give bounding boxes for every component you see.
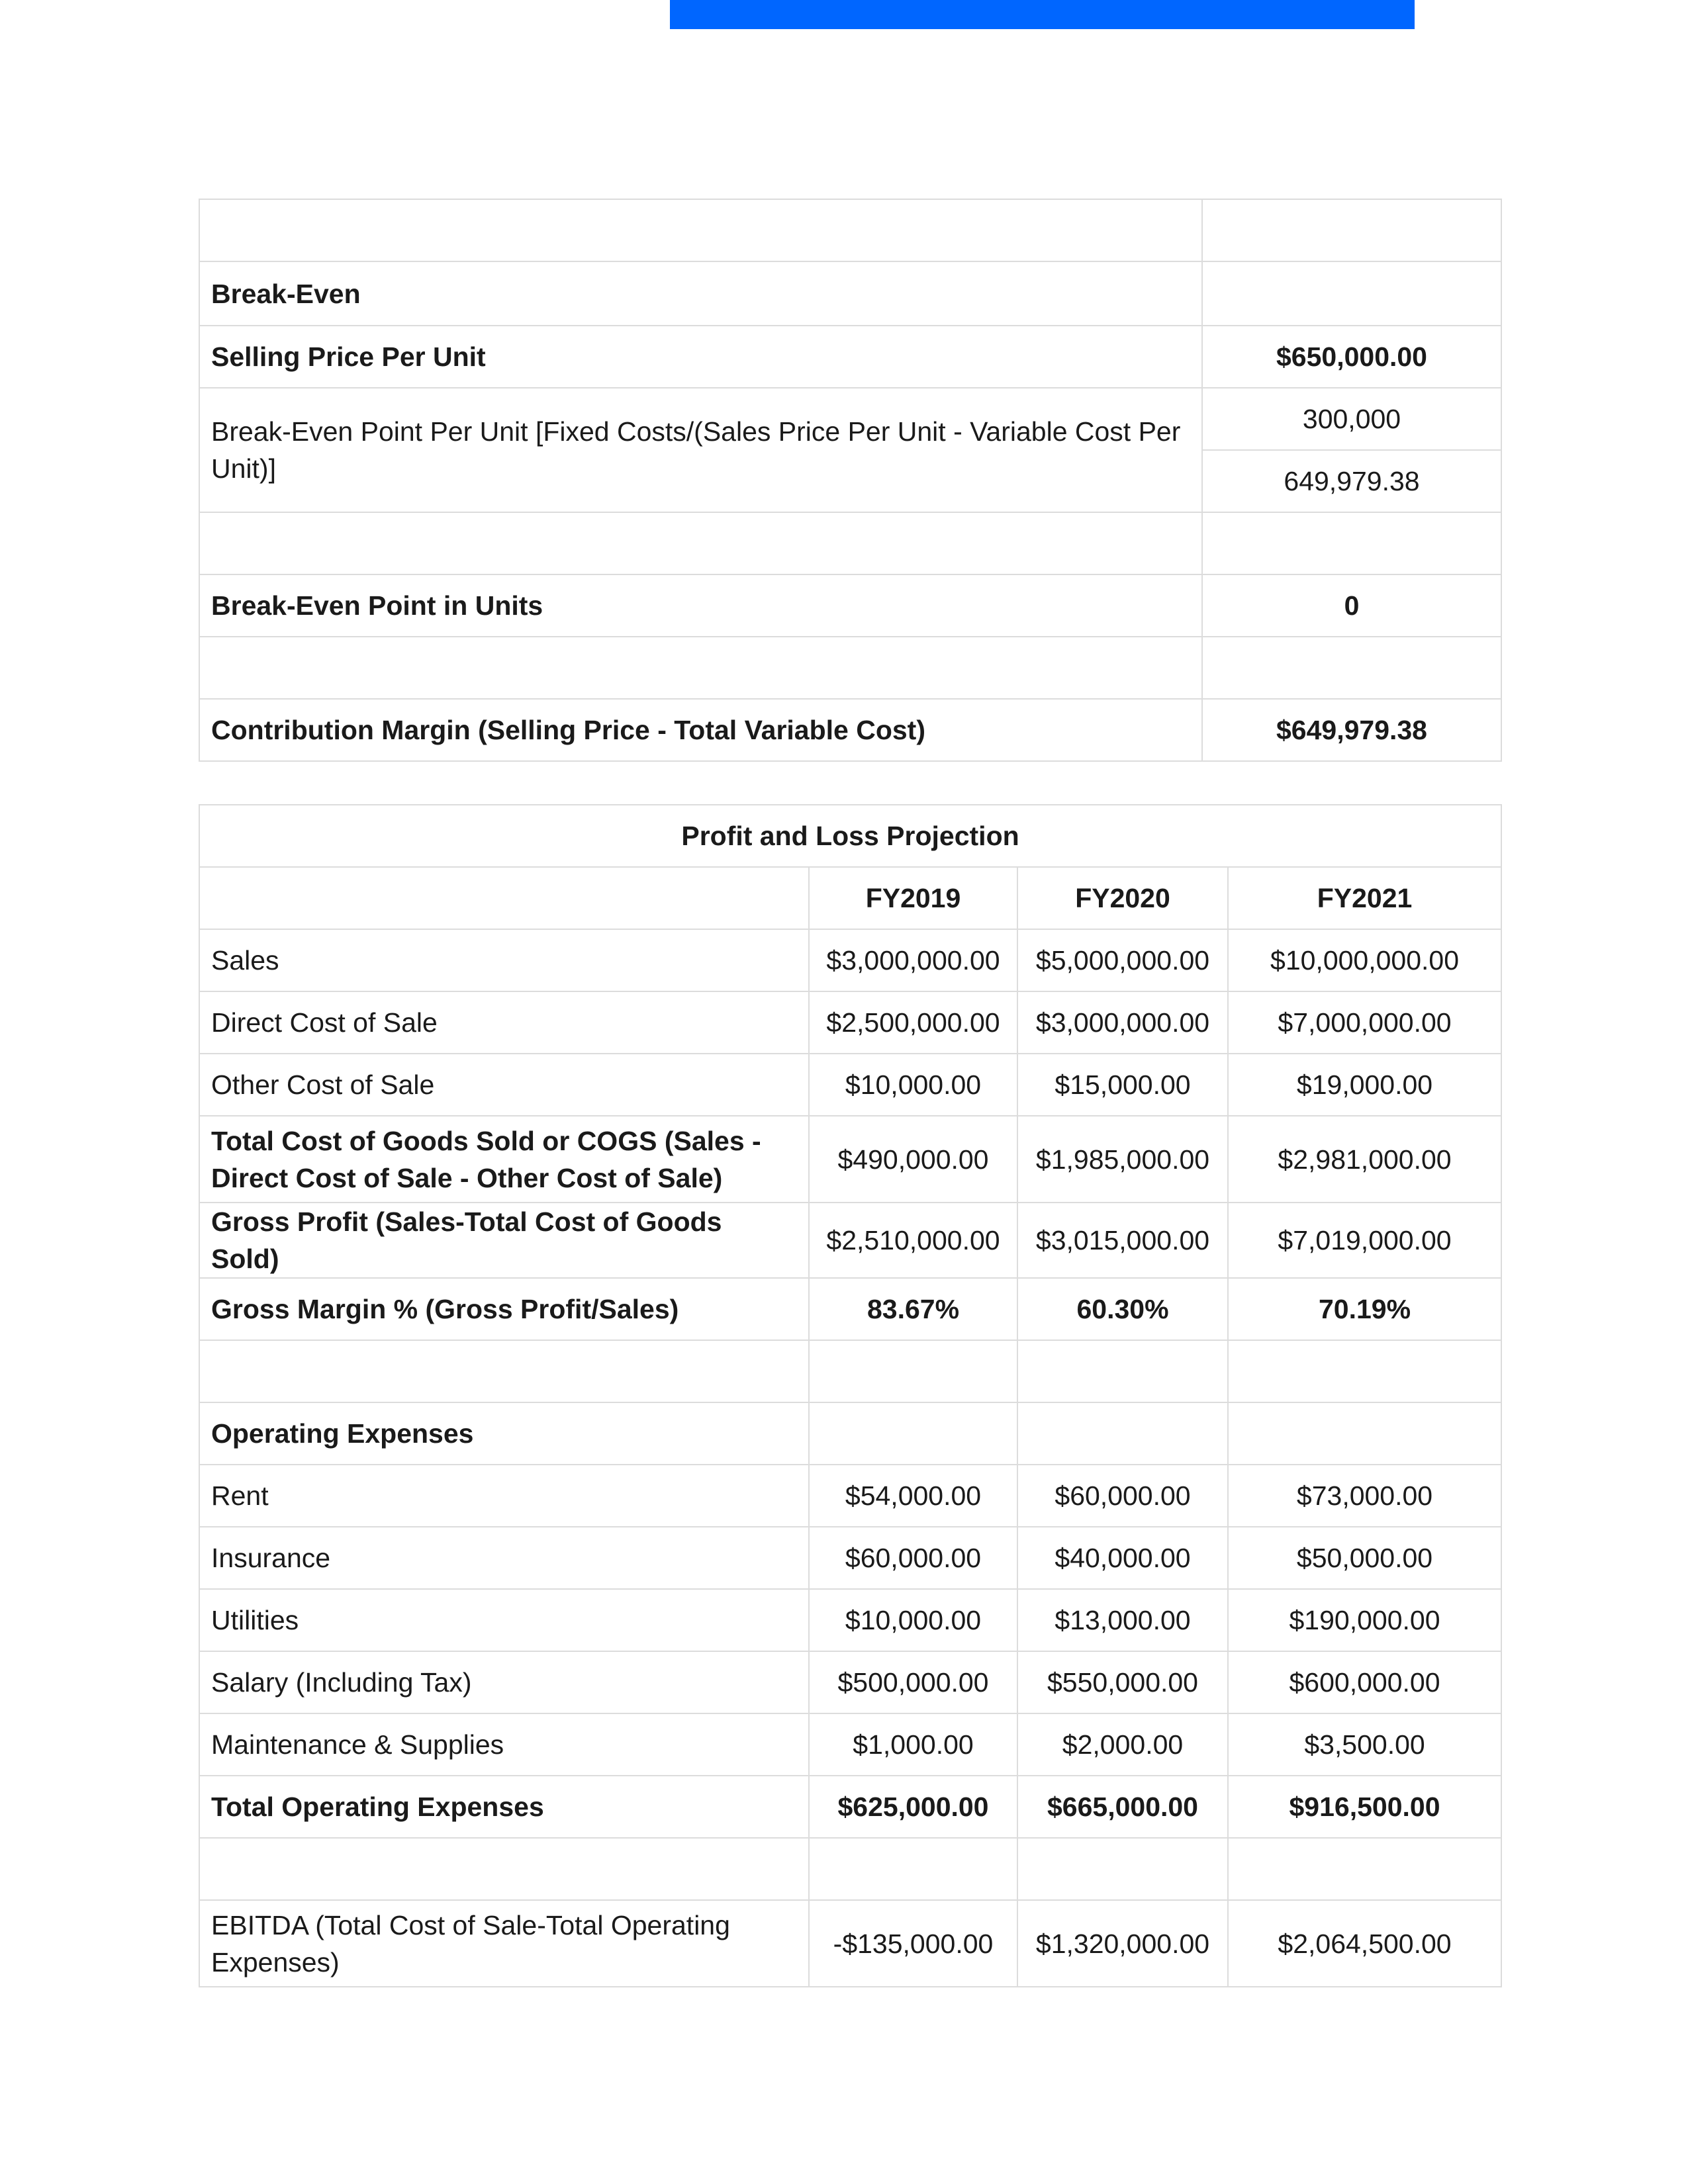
- empty-cell: [1202, 199, 1501, 261]
- empty-cell: [199, 637, 1202, 699]
- cell-value: $625,000.00: [809, 1776, 1017, 1838]
- cell-value: $3,000,000.00: [1017, 991, 1228, 1054]
- empty-cell: [809, 1340, 1017, 1402]
- cell-value: $500,000.00: [809, 1651, 1017, 1713]
- cell-value: $1,985,000.00: [1017, 1116, 1228, 1203]
- cell-value: $600,000.00: [1228, 1651, 1501, 1713]
- row-label: Total Cost of Goods Sold or COGS (Sales - Direct Cost of Sale - Other Cost of Sale): [199, 1116, 809, 1203]
- cell-value: $3,500.00: [1228, 1713, 1501, 1776]
- break-even-title: Break-Even: [199, 261, 1202, 326]
- table-row: [199, 1203, 1501, 1278]
- cell-value: $190,000.00: [1228, 1589, 1501, 1651]
- cell-value: $2,064,500.00: [1228, 1900, 1501, 1987]
- empty-cell: [199, 1838, 809, 1900]
- bep-per-unit-value-2: 649,979.38: [1202, 450, 1501, 512]
- table-row: [199, 1278, 1501, 1340]
- empty-cell: [1017, 1402, 1228, 1465]
- row-label: Gross Margin % (Gross Profit/Sales): [199, 1278, 809, 1340]
- table-row: [199, 261, 1501, 326]
- empty-cell: [1017, 1340, 1228, 1402]
- row-label: Gross Profit (Sales-Total Cost of Goods Sold): [199, 1203, 809, 1278]
- cell-value: $7,000,000.00: [1228, 991, 1501, 1054]
- cell-value: $490,000.00: [809, 1116, 1017, 1203]
- cell-value: $3,015,000.00: [1017, 1203, 1228, 1278]
- table-row: [199, 388, 1501, 450]
- year-header: FY2019: [809, 867, 1017, 929]
- row-label: EBITDA (Total Cost of Sale-Total Operating Expenses): [199, 1900, 809, 1987]
- row-label: Rent: [199, 1465, 809, 1527]
- cell-value: 83.67%: [809, 1278, 1017, 1340]
- empty-cell: [199, 199, 1202, 261]
- cell-value: $1,320,000.00: [1017, 1900, 1228, 1987]
- cell-value: $40,000.00: [1017, 1527, 1228, 1589]
- table-row: [199, 1402, 1501, 1465]
- cell-value: $10,000.00: [809, 1589, 1017, 1651]
- empty-cell: [1017, 1838, 1228, 1900]
- cell-value: $10,000,000.00: [1228, 929, 1501, 991]
- empty-cell: [1228, 1402, 1501, 1465]
- empty-cell: [1202, 637, 1501, 699]
- cell-value: $3,000,000.00: [809, 929, 1017, 991]
- pnl-title: Profit and Loss Projection: [199, 805, 1501, 867]
- table-row: [199, 1340, 1501, 1402]
- table-row: [199, 991, 1501, 1054]
- table-row: [199, 1116, 1501, 1203]
- cell-value: $5,000,000.00: [1017, 929, 1228, 991]
- cell-value: $665,000.00: [1017, 1776, 1228, 1838]
- empty-cell: [809, 1402, 1017, 1465]
- table-row: [199, 1589, 1501, 1651]
- row-label: Insurance: [199, 1527, 809, 1589]
- table-row: [199, 805, 1501, 867]
- row-label: Total Operating Expenses: [199, 1776, 809, 1838]
- bep-per-unit-label: Break-Even Point Per Unit [Fixed Costs/(Sales Price Per Unit - Variable Cost Per Unit)]: [199, 388, 1202, 512]
- section-header: Operating Expenses: [199, 1402, 809, 1465]
- row-label: Direct Cost of Sale: [199, 991, 809, 1054]
- cell-value: 70.19%: [1228, 1278, 1501, 1340]
- empty-cell: [1202, 512, 1501, 574]
- cell-value: $73,000.00: [1228, 1465, 1501, 1527]
- empty-cell: [1228, 1340, 1501, 1402]
- year-header: FY2021: [1228, 867, 1501, 929]
- row-label: Sales: [199, 929, 809, 991]
- cell-value: $7,019,000.00: [1228, 1203, 1501, 1278]
- table-row: [199, 1776, 1501, 1838]
- table-row: [199, 699, 1501, 761]
- cell-value: $13,000.00: [1017, 1589, 1228, 1651]
- cell-value: $15,000.00: [1017, 1054, 1228, 1116]
- selling-price-label: Selling Price Per Unit: [199, 326, 1202, 388]
- table-row: [199, 1713, 1501, 1776]
- cell-value: $2,500,000.00: [809, 991, 1017, 1054]
- empty-cell: [199, 512, 1202, 574]
- cell-value: 60.30%: [1017, 1278, 1228, 1340]
- table-row: [199, 1651, 1501, 1713]
- table-row: [199, 929, 1501, 991]
- cell-value: $54,000.00: [809, 1465, 1017, 1527]
- empty-cell: [199, 1340, 809, 1402]
- cell-value: $2,000.00: [1017, 1713, 1228, 1776]
- break-even-table: [199, 199, 1502, 762]
- cell-value: $60,000.00: [1017, 1465, 1228, 1527]
- row-label: Other Cost of Sale: [199, 1054, 809, 1116]
- table-row: [199, 199, 1501, 261]
- empty-cell: [199, 867, 809, 929]
- table-row: [199, 326, 1501, 388]
- table-row: [199, 1054, 1501, 1116]
- cell-value: $2,981,000.00: [1228, 1116, 1501, 1203]
- table-row: [199, 867, 1501, 929]
- cell-value: $50,000.00: [1228, 1527, 1501, 1589]
- row-label: Salary (Including Tax): [199, 1651, 809, 1713]
- table-row: [199, 1900, 1501, 1987]
- empty-cell: [1228, 1838, 1501, 1900]
- profit-loss-table: [199, 804, 1502, 1987]
- cell-value: $60,000.00: [809, 1527, 1017, 1589]
- empty-cell: [809, 1838, 1017, 1900]
- top-accent-bar: [670, 0, 1415, 29]
- cell-value: $1,000.00: [809, 1713, 1017, 1776]
- cell-value: $19,000.00: [1228, 1054, 1501, 1116]
- selling-price-value: $650,000.00: [1202, 326, 1501, 388]
- contribution-margin-value: $649,979.38: [1202, 699, 1501, 761]
- cell-value: $10,000.00: [809, 1054, 1017, 1116]
- year-header: FY2020: [1017, 867, 1228, 929]
- row-label: Utilities: [199, 1589, 809, 1651]
- cell-value: $916,500.00: [1228, 1776, 1501, 1838]
- row-label: Maintenance & Supplies: [199, 1713, 809, 1776]
- cell-value: -$135,000.00: [809, 1900, 1017, 1987]
- contribution-margin-label: Contribution Margin (Selling Price - Total Variable Cost): [199, 699, 1202, 761]
- bep-units-label: Break-Even Point in Units: [199, 574, 1202, 637]
- bep-units-value: 0: [1202, 574, 1501, 637]
- bep-per-unit-value-1: 300,000: [1202, 388, 1501, 450]
- empty-cell: [1202, 261, 1501, 326]
- table-row: [199, 512, 1501, 574]
- cell-value: $550,000.00: [1017, 1651, 1228, 1713]
- table-row: [199, 1465, 1501, 1527]
- table-row: [199, 574, 1501, 637]
- table-row: [199, 1838, 1501, 1900]
- table-row: [199, 637, 1501, 699]
- cell-value: $2,510,000.00: [809, 1203, 1017, 1278]
- table-row: [199, 1527, 1501, 1589]
